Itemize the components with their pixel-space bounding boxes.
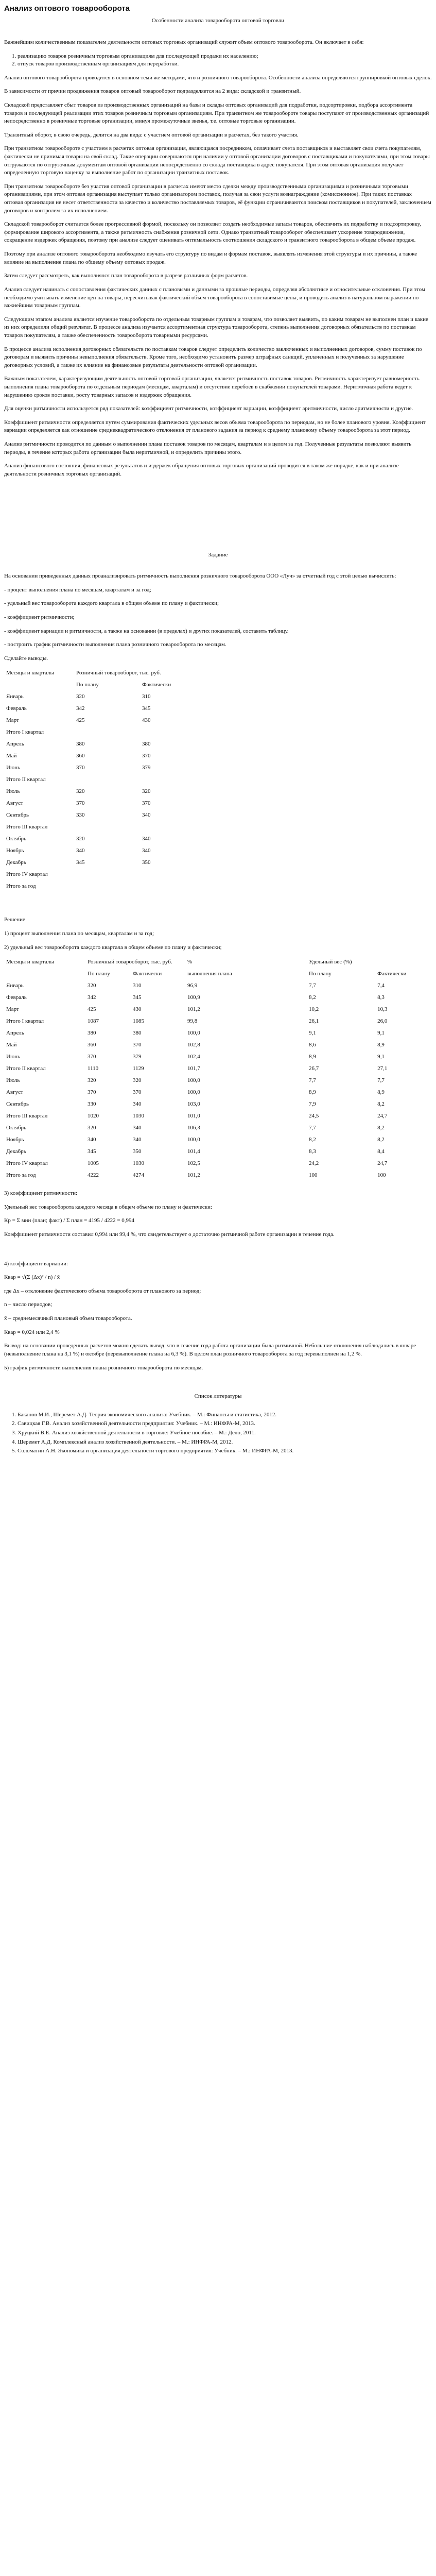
- table-cell: 8,9: [377, 1089, 385, 1096]
- table-header: Розничный товарооборот, тыс. руб.: [88, 959, 172, 965]
- table-cell: 27,1: [377, 1065, 388, 1072]
- table-cell: 102,8: [187, 1042, 200, 1048]
- table-cell: 380: [76, 741, 85, 748]
- table-cell: 100,0: [187, 1077, 200, 1084]
- references-list: [4, 1411, 432, 1455]
- paragraph: Анализ следует начинать с сопоставления фактических данных с плановыми и данными за прошлые периоды, определяя абсолютные и относительные отклонения. При этом необходимо учитывать изменение цен на товары, пересчитывая фактический объем товарооборота в сопоставимые цены, и проводить анализ в натуральном выражении по важнейшим товарным группам.: [4, 286, 425, 309]
- list-item: 1. реализацию товаров розничным торговым организациям для последующей продажи их населению;: [18, 53, 432, 61]
- table-row: [4, 1123, 428, 1135]
- table-cell: 26,0: [377, 1018, 388, 1025]
- table-subheader-row: [4, 969, 428, 981]
- table-cell: 370: [133, 1089, 142, 1096]
- table-cell: [140, 882, 201, 893]
- table-cell: [140, 775, 201, 787]
- table-cell: 10,3: [377, 1006, 388, 1013]
- table-cell: 101,4: [187, 1148, 200, 1155]
- table-cell: 100: [309, 1172, 318, 1179]
- table-cell: Январь: [6, 693, 24, 700]
- table-cell: Апрель: [6, 1030, 24, 1037]
- table-cell: 425: [76, 717, 85, 724]
- table-header: По плану: [76, 682, 99, 688]
- table-cell: 101,7: [187, 1065, 200, 1072]
- table-cell: 370: [76, 800, 85, 807]
- table-cell: 9,1: [377, 1030, 385, 1037]
- table-cell: Март: [6, 717, 19, 724]
- table-cell: 100,0: [187, 1030, 200, 1037]
- paragraph: - построить график ритмичности выполнения плана розничного товарооборота по месяцам.: [4, 641, 226, 648]
- table-cell: 10,2: [309, 1006, 319, 1013]
- table-cell: 320: [88, 982, 96, 989]
- table-cell: [74, 870, 140, 882]
- table-row: [4, 716, 201, 727]
- paragraph: Анализ финансового состояния, финансовых результатов и издержек обращения оптовых торговых организаций проводится в таком же порядке, как и при анализе деятельности розничных торговых организаций.: [4, 463, 399, 477]
- table-cell: 8,9: [309, 1054, 316, 1060]
- table-cell: 9,1: [377, 1054, 385, 1060]
- table-cell: 370: [142, 800, 151, 807]
- table-cell: Сентябрь: [6, 1101, 29, 1108]
- table-cell: 9,1: [309, 1030, 316, 1037]
- table-cell: 310: [142, 693, 151, 700]
- paragraph: Транзитный оборот, в свою очередь, делится на два вида: с участием оптовой организации в расчетах, без такого участия.: [4, 131, 299, 138]
- table-cell: Сентябрь: [6, 812, 29, 819]
- paragraph: 3) коэффициент ритмичности:: [4, 1190, 78, 1197]
- table-cell: Май: [6, 753, 17, 759]
- table-cell: Итого за год: [6, 883, 36, 890]
- table-row: [4, 1099, 428, 1111]
- paragraph: 4) коэффициент вариации:: [4, 1260, 68, 1267]
- table-row: [4, 727, 201, 739]
- table-cell: 370: [76, 765, 85, 771]
- table-cell: 380: [133, 1030, 142, 1037]
- table-cell: 100,9: [187, 994, 200, 1001]
- reference-item: 1. Баканов М.И., Шеремет А.Д. Теория экономического анализа: Учебник. – М.: Финансы и статистика, 2012.: [18, 1411, 432, 1419]
- table-cell: Декабрь: [6, 1148, 26, 1155]
- table-cell: 345: [76, 859, 85, 866]
- table-cell: Итого за год: [6, 1172, 36, 1179]
- table-header: Месяцы и кварталы: [6, 670, 54, 676]
- table-cell: 1110: [88, 1065, 99, 1072]
- table-cell: 330: [76, 812, 85, 819]
- table-cell: 24,7: [377, 1160, 388, 1167]
- table-cell: 24,2: [309, 1160, 319, 1167]
- table-cell: 379: [142, 765, 151, 771]
- table-cell: Январь: [6, 982, 24, 989]
- paragraph: Анализ ритмичности проводится по данным о выполнении плана поставок товаров по месяцам, кварталам и в целом за год. Полученные результаты позволяют выявить периоды, в течение которых работа организации была неритмичной, и определить причины этого.: [4, 441, 412, 455]
- table-cell: 100,0: [187, 1137, 200, 1143]
- intro-list: [4, 53, 432, 69]
- table-row: [4, 834, 201, 846]
- table-row: [4, 858, 201, 870]
- table-cell: 340: [142, 836, 151, 842]
- table-cell: 101,0: [187, 1113, 200, 1120]
- table-header: По плану: [309, 971, 332, 977]
- table-cell: 8,2: [377, 1101, 385, 1108]
- table-row: [4, 1016, 428, 1028]
- table-row: [4, 822, 201, 834]
- table-header-row: [4, 668, 201, 680]
- table-cell: 8,9: [309, 1089, 316, 1096]
- table-row: [4, 1111, 428, 1123]
- paragraph: - коэффициент вариации и ритмичности, а также на основании (в пределах) и других показателей, составить таблицу.: [4, 628, 289, 634]
- table-cell: [74, 727, 140, 739]
- table-row: [4, 799, 201, 810]
- table-cell: 102,4: [187, 1054, 200, 1060]
- table-cell: 96,9: [187, 982, 198, 989]
- paragraph: Коэффициент ритмичности составил 0,994 или 99,4 %, что свидетельствует о достаточно ритмичной работе организации в течение года.: [4, 1231, 335, 1238]
- table-cell: Ноябрь: [6, 848, 24, 854]
- paragraph: 5) график ритмичности выполнения плана розничного товарооборота по месяцам.: [4, 1364, 203, 1371]
- table-cell: 7,7: [309, 982, 316, 989]
- table-cell: 4274: [133, 1172, 144, 1179]
- table-header: Фактически: [133, 971, 162, 977]
- table-row: [4, 1135, 428, 1147]
- analysis-table: [4, 957, 428, 1182]
- table-cell: Июль: [6, 1077, 20, 1084]
- doc-subtitle: Особенности анализа товарооборота оптовой торговли: [151, 18, 285, 24]
- paragraph: Затем следует рассмотреть, как выполнялся план товарооборота в разрезе различных форм расчетов.: [4, 273, 248, 279]
- table-cell: Март: [6, 1006, 19, 1013]
- table-cell: 8,6: [309, 1042, 316, 1048]
- paragraph: где Δx – отклонение фактического объема товарооборота от планового за период;: [4, 1287, 201, 1294]
- table-cell: 425: [88, 1006, 96, 1013]
- table-cell: 350: [142, 859, 151, 866]
- table-cell: 340: [133, 1101, 142, 1108]
- table-row: [4, 1040, 428, 1052]
- table-row: [4, 1052, 428, 1064]
- reference-item: 4. Шеремет А.Д. Комплексный анализ хозяйственной деятельности. – М.: ИНФРА-М, 2012.: [18, 1438, 432, 1447]
- table-cell: Июль: [6, 788, 20, 795]
- table-cell: 310: [133, 982, 142, 989]
- table-row: [4, 775, 201, 787]
- table-cell: [74, 882, 140, 893]
- table-row: [4, 751, 201, 763]
- paragraph: В процессе анализа исполнения договорных обязательств по поставкам товаров следует определить количество заключенных и выполненных договоров, сумму поставок по договорам и выявить причины невыполнения обязательств. Кроме того, необходимо установить размер штрафных санкций, уплаченных и полученных за нарушение договорных условий, а также их влияние на финансовые результаты деятельности оптовой организации.: [4, 346, 422, 368]
- paragraph: Для оценки ритмичности используется ряд показателей: коэффициент ритмичности, коэффициент вариации, коэффициент аритмичности, число аритмичности и другие.: [4, 405, 413, 412]
- table-cell: 101,2: [187, 1006, 200, 1013]
- table-cell: 102,5: [187, 1160, 200, 1167]
- table-header: По плану: [88, 971, 110, 977]
- table-cell: 340: [88, 1137, 96, 1143]
- paragraph: При транзитном товарообороте без участия оптовой организации в расчетах имеют место сделки между производственными организациями и розничными торговыми организациями, при этом оптовая организация выступает только организатором поставок, получая за свои услуги вознаграждение (комиссионное). При таких поставках оптовая организация не несет ответственности за качество и количество поставляемых товаров, её функции ограничиваются поиском поставщиков и покупателей, заключением договоров и контролем за их исполнением.: [4, 183, 431, 214]
- table-cell: 99,8: [187, 1018, 198, 1025]
- table-cell: Июнь: [6, 1054, 21, 1060]
- table-row: [4, 1088, 428, 1099]
- table-cell: 4222: [88, 1172, 99, 1179]
- paragraph: На основании приведенных данных проанализировать ритмичность выполнения розничного товарооборота ООО «Луч» за отчетный год с этой целью вычислить:: [4, 573, 396, 580]
- table-cell: 345: [142, 705, 151, 712]
- table-cell: 7,7: [309, 1125, 316, 1131]
- table-cell: 320: [76, 788, 85, 795]
- table-cell: 8,2: [309, 994, 316, 1001]
- table-cell: 1030: [133, 1113, 144, 1120]
- paragraph: n – число периодов;: [4, 1301, 53, 1308]
- table-cell: 330: [88, 1101, 96, 1108]
- table-row: [4, 1028, 428, 1040]
- table-cell: 1020: [88, 1113, 99, 1120]
- table-cell: 320: [133, 1077, 142, 1084]
- table-cell: 345: [88, 1148, 96, 1155]
- paragraph: Поэтому при анализе оптового товарооборота необходимо изучать его структуру по видам и формам поставок, выявлять изменения этой структуры и их причины, а также влияние на выполнение плана по общему объему оптовых продаж.: [4, 251, 417, 265]
- table-cell: 320: [142, 788, 151, 795]
- table-cell: 320: [88, 1077, 96, 1084]
- table-cell: 380: [142, 741, 151, 748]
- table-row: [4, 1171, 428, 1182]
- table-cell: 1085: [133, 1018, 144, 1025]
- table-row: [4, 692, 201, 704]
- table-cell: [74, 775, 140, 787]
- reference-item: 3. Хруцкий В.Е. Анализ хозяйственной деятельности в торговле: Учебное пособие. – М.: Дело, 2011.: [18, 1429, 432, 1437]
- table-cell: 379: [133, 1054, 142, 1060]
- table-cell: Февраль: [6, 705, 27, 712]
- table-cell: Апрель: [6, 741, 24, 748]
- doc-title: Анализ оптового товарооборота: [4, 4, 130, 13]
- paragraph: Следующим этапом анализа является изучение товарооборота по отдельным товарным группам и товарам, что позволяет выявить, по каким товарам не выполнен план и какие из них определили общий результат. В процессе анализа изучается ассортиментная структура товарооборота, степень выполнения договорных обязательств по поставкам товаров покупателям, а также обеспеченность товарооборота товарными ресурсами.: [4, 316, 428, 338]
- table-cell: 8,2: [377, 1137, 385, 1143]
- paragraph: Важным показателем, характеризующим деятельность оптовой торговой организации, является ритмичность поставок товаров. Ритмичность характеризует равномерность выполнения плана товарооборота по отдельным периодам (месяцам, кварталам) и отсутствие перебоев в снабжении покупателей товарами. Неритмичная работа ведет к нарушению сроков поставки, росту товарных запасов и издержек обращения.: [4, 376, 420, 398]
- table-cell: 380: [88, 1030, 96, 1037]
- table-cell: [140, 822, 201, 834]
- paragraph: Складской представляет сбыт товаров из производственных организаций на базы и склады оптовых организаций для подработки, подсортировки, подбора ассортимента товаров и последующей реализации этих товаров розничным торговым организациям. При транзитном же товарообороте товары поступают от производственных организаций непосредственно в розничные торговые организации, минуя промежуточные звенья, т.е. оптовые торговые организации.: [4, 101, 429, 125]
- table-row: [4, 763, 201, 775]
- table-cell: 340: [142, 848, 151, 854]
- table-cell: 340: [142, 812, 151, 819]
- table-cell: 345: [133, 994, 142, 1001]
- table-cell: 340: [76, 848, 85, 854]
- paragraph: Удельный вес товарооборота каждого месяца в общем объеме по плану и фактически:: [4, 1204, 213, 1210]
- references-heading: Список литературы: [194, 1393, 242, 1400]
- table-cell: 340: [133, 1125, 142, 1131]
- table-row: [4, 1076, 428, 1088]
- table-cell: Ноябрь: [6, 1137, 24, 1143]
- table-cell: Итого III квартал: [6, 824, 48, 831]
- table-cell: 106,3: [187, 1125, 200, 1131]
- table-cell: 7,4: [377, 982, 385, 989]
- table-row: [4, 846, 201, 858]
- table-cell: 7,7: [377, 1077, 385, 1084]
- formula: Кр = Σ мин (план; факт) / Σ план = 4195 / 4222 = 0,994: [4, 1217, 135, 1224]
- table-cell: 360: [88, 1042, 96, 1048]
- table-cell: Октябрь: [6, 836, 26, 842]
- table-cell: Итого I квартал: [6, 1018, 44, 1025]
- table-cell: 340: [133, 1137, 142, 1143]
- spacer: [4, 1245, 432, 1260]
- formula: Квар = 0,024 или 2,4 %: [4, 1329, 60, 1335]
- table-cell: [4, 969, 85, 981]
- table-cell: 24,5: [309, 1113, 319, 1120]
- table-cell: 1129: [133, 1065, 144, 1072]
- table-row: [4, 1159, 428, 1171]
- table-cell: 320: [76, 693, 85, 700]
- paragraph: 2) удельный вес товарооборота каждого квартала в общем объеме по плану и фактически;: [4, 944, 222, 951]
- table-cell: 320: [88, 1125, 96, 1131]
- table-cell: 342: [76, 705, 85, 712]
- source-table: [4, 668, 201, 893]
- table-cell: Итого I квартал: [6, 729, 44, 736]
- table-cell: Июнь: [6, 765, 21, 771]
- table-header: Удельный вес (%): [309, 959, 352, 965]
- table-cell: 8,3: [377, 994, 385, 1001]
- table-cell: 350: [133, 1148, 142, 1155]
- paragraph: - коэффициент ритмичности;: [4, 614, 75, 620]
- table-cell: 26,7: [309, 1065, 319, 1072]
- table-cell: 1005: [88, 1160, 99, 1167]
- table-cell: 370: [142, 753, 151, 759]
- task-heading: Задание: [208, 551, 228, 558]
- table-cell: 100,0: [187, 1089, 200, 1096]
- table-row: [4, 882, 201, 893]
- table-cell: 370: [133, 1042, 142, 1048]
- table-cell: [140, 870, 201, 882]
- table-header: Розничный товарооборот, тыс. руб.: [76, 670, 161, 676]
- paragraph: Важнейшим количественным показателем деятельности оптовых торговых организаций служит объем оптового товарооборота. Он включает в себя:: [4, 39, 364, 45]
- table-cell: 7,9: [309, 1101, 316, 1108]
- table-cell: 24,7: [377, 1113, 388, 1120]
- table-cell: 8,4: [377, 1148, 385, 1155]
- table-cell: 7,7: [309, 1077, 316, 1084]
- paragraph: Сделайте выводы.: [4, 655, 48, 662]
- table-header: %: [187, 959, 193, 965]
- table-row: [4, 1064, 428, 1076]
- table-row: [4, 993, 428, 1005]
- table-cell: Итого III квартал: [6, 1113, 48, 1120]
- table-cell: Итого II квартал: [6, 776, 46, 783]
- paragraph: 1) процент выполнения плана по месяцам, кварталам и за год;: [4, 930, 154, 937]
- table-cell: Август: [6, 1089, 23, 1096]
- table-cell: 103,0: [187, 1101, 200, 1108]
- table-header: выполнения плана: [187, 971, 232, 977]
- table-row: [4, 1005, 428, 1016]
- table-row: [4, 810, 201, 822]
- paragraph: Складской товарооборот считается более прогрессивной формой, поскольку он позволяет создать необходимые запасы товаров, обеспечить их подработку и подсортировку, формирование широкого ассортимента, а также ритмичность снабжения розничной сети. Однако транзитный товарооборот обеспечивает ускорение товародвижения, сокращение издержек обращения, поэтому при анализе следует оценивать оптимальность соотношения складского и транзитного товарооборота в общем объеме продаж.: [4, 221, 421, 244]
- table-cell: Август: [6, 800, 23, 807]
- paragraph: Коэффициент ритмичности определяется путем суммирования фактических удельных весов объема товарооборота по периодам, но не более планового уровня. Коэффициент вариации определяется как отношение среднеквадратического отклонения от планового задания за период к среднему плановому объему товарооборота за этот период.: [4, 419, 426, 434]
- table-cell: [140, 727, 201, 739]
- table-header: Фактически: [142, 682, 171, 688]
- table-cell: 100: [377, 1172, 386, 1179]
- table-cell: 1030: [133, 1160, 144, 1167]
- paragraph: В зависимости от причин продвижения товаров оптовый товарооборот подразделяется на 2 вида: складской и транзитный.: [4, 88, 301, 95]
- table-row: [4, 1147, 428, 1159]
- table-row: [4, 739, 201, 751]
- table-cell: 360: [76, 753, 85, 759]
- table-cell: 101,2: [187, 1172, 200, 1179]
- table-header: Фактически: [377, 971, 407, 977]
- table-cell: Декабрь: [6, 859, 26, 866]
- table-row: [4, 870, 201, 882]
- table-cell: [74, 822, 140, 834]
- formula: Квар = √(Σ (Δx)² / n) / x̄: [4, 1274, 60, 1281]
- table-subheader-row: [4, 680, 201, 692]
- paragraph: При транзитном товарообороте с участием в расчетах оптовая организация, являющаяся посредником, оплачивает счета поставщиков и выставляет свои счета покупателям, фактически не принимая товары на свой склад. Такие операции совершаются при наличии у оптовой организации договоров с поставщиками и покупателями, при этом товары отгружаются по отгрузочным документам оптовой организации непосредственно со склада поставщика в адрес покупателя. При этом оптовая организация получает определенную торговую наценку за выполнение работ по организации транзитных поставок.: [4, 145, 430, 176]
- table-cell: 26,1: [309, 1018, 319, 1025]
- table-cell: 342: [88, 994, 96, 1001]
- reference-item: 5. Соломатин А.Н. Экономика и организация деятельности торгового предприятия: Учебник. – М.: ИНФРА-М, 2013.: [18, 1447, 432, 1455]
- table-cell: Май: [6, 1042, 17, 1048]
- table-cell: 8,3: [309, 1148, 316, 1155]
- spacer: [4, 901, 432, 916]
- list-item: 2. отпуск товаров производственным организациям для переработки.: [18, 60, 432, 69]
- table-cell: Итого IV квартал: [6, 871, 48, 878]
- table-row: [4, 981, 428, 993]
- table-cell: Октябрь: [6, 1125, 26, 1131]
- table-cell: 430: [142, 717, 151, 724]
- table-cell: 8,2: [309, 1137, 316, 1143]
- table-cell: 370: [88, 1089, 96, 1096]
- table-cell: 320: [76, 836, 85, 842]
- paragraph: - процент выполнения плана по месяцам, кварталам и за год;: [4, 586, 151, 593]
- paragraph: Анализ оптового товарооборота проводится в основном теми же методами, что и розничного товарооборота. Особенности анализа определяются группировкой оптовых сделок.: [4, 74, 432, 81]
- spacer: [4, 484, 432, 551]
- reference-item: 2. Савицкая Г.В. Анализ хозяйственной деятельности предприятия: Учебник. – М.: ИНФРА-М, 2013.: [18, 1420, 432, 1428]
- table-cell: 8,9: [377, 1042, 385, 1048]
- paragraph: - удельный вес товарооборота каждого квартала в общем объеме по плану и фактически;: [4, 600, 219, 607]
- paragraph: Вывод: на основании проведенных расчетов можно сделать вывод, что в течение года работа организации была ритмичной. Небольшие отклонения наблюдались в январе (невыполнение плана на 3,1 %) и октябре (перевыполнение плана на 6,3 %). В целом план розничного товарооборота за год перевыполнен на 1,2 %.: [4, 1343, 416, 1357]
- table-cell: Февраль: [6, 994, 27, 1001]
- table-header: Месяцы и кварталы: [6, 959, 54, 965]
- table-cell: 370: [88, 1054, 96, 1060]
- table-cell: 1087: [88, 1018, 99, 1025]
- table-row: [4, 787, 201, 799]
- table-cell: Итого IV квартал: [6, 1160, 48, 1167]
- table-row: [4, 704, 201, 716]
- table-cell: 430: [133, 1006, 142, 1013]
- paragraph: x̄ – среднемесячный плановый объем товарооборота.: [4, 1315, 132, 1322]
- table-cell: Итого II квартал: [6, 1065, 46, 1072]
- table-header-row: [4, 957, 428, 969]
- solution-heading: Решение: [4, 917, 25, 923]
- table-cell: [4, 680, 74, 692]
- table-cell: 8,2: [377, 1125, 385, 1131]
